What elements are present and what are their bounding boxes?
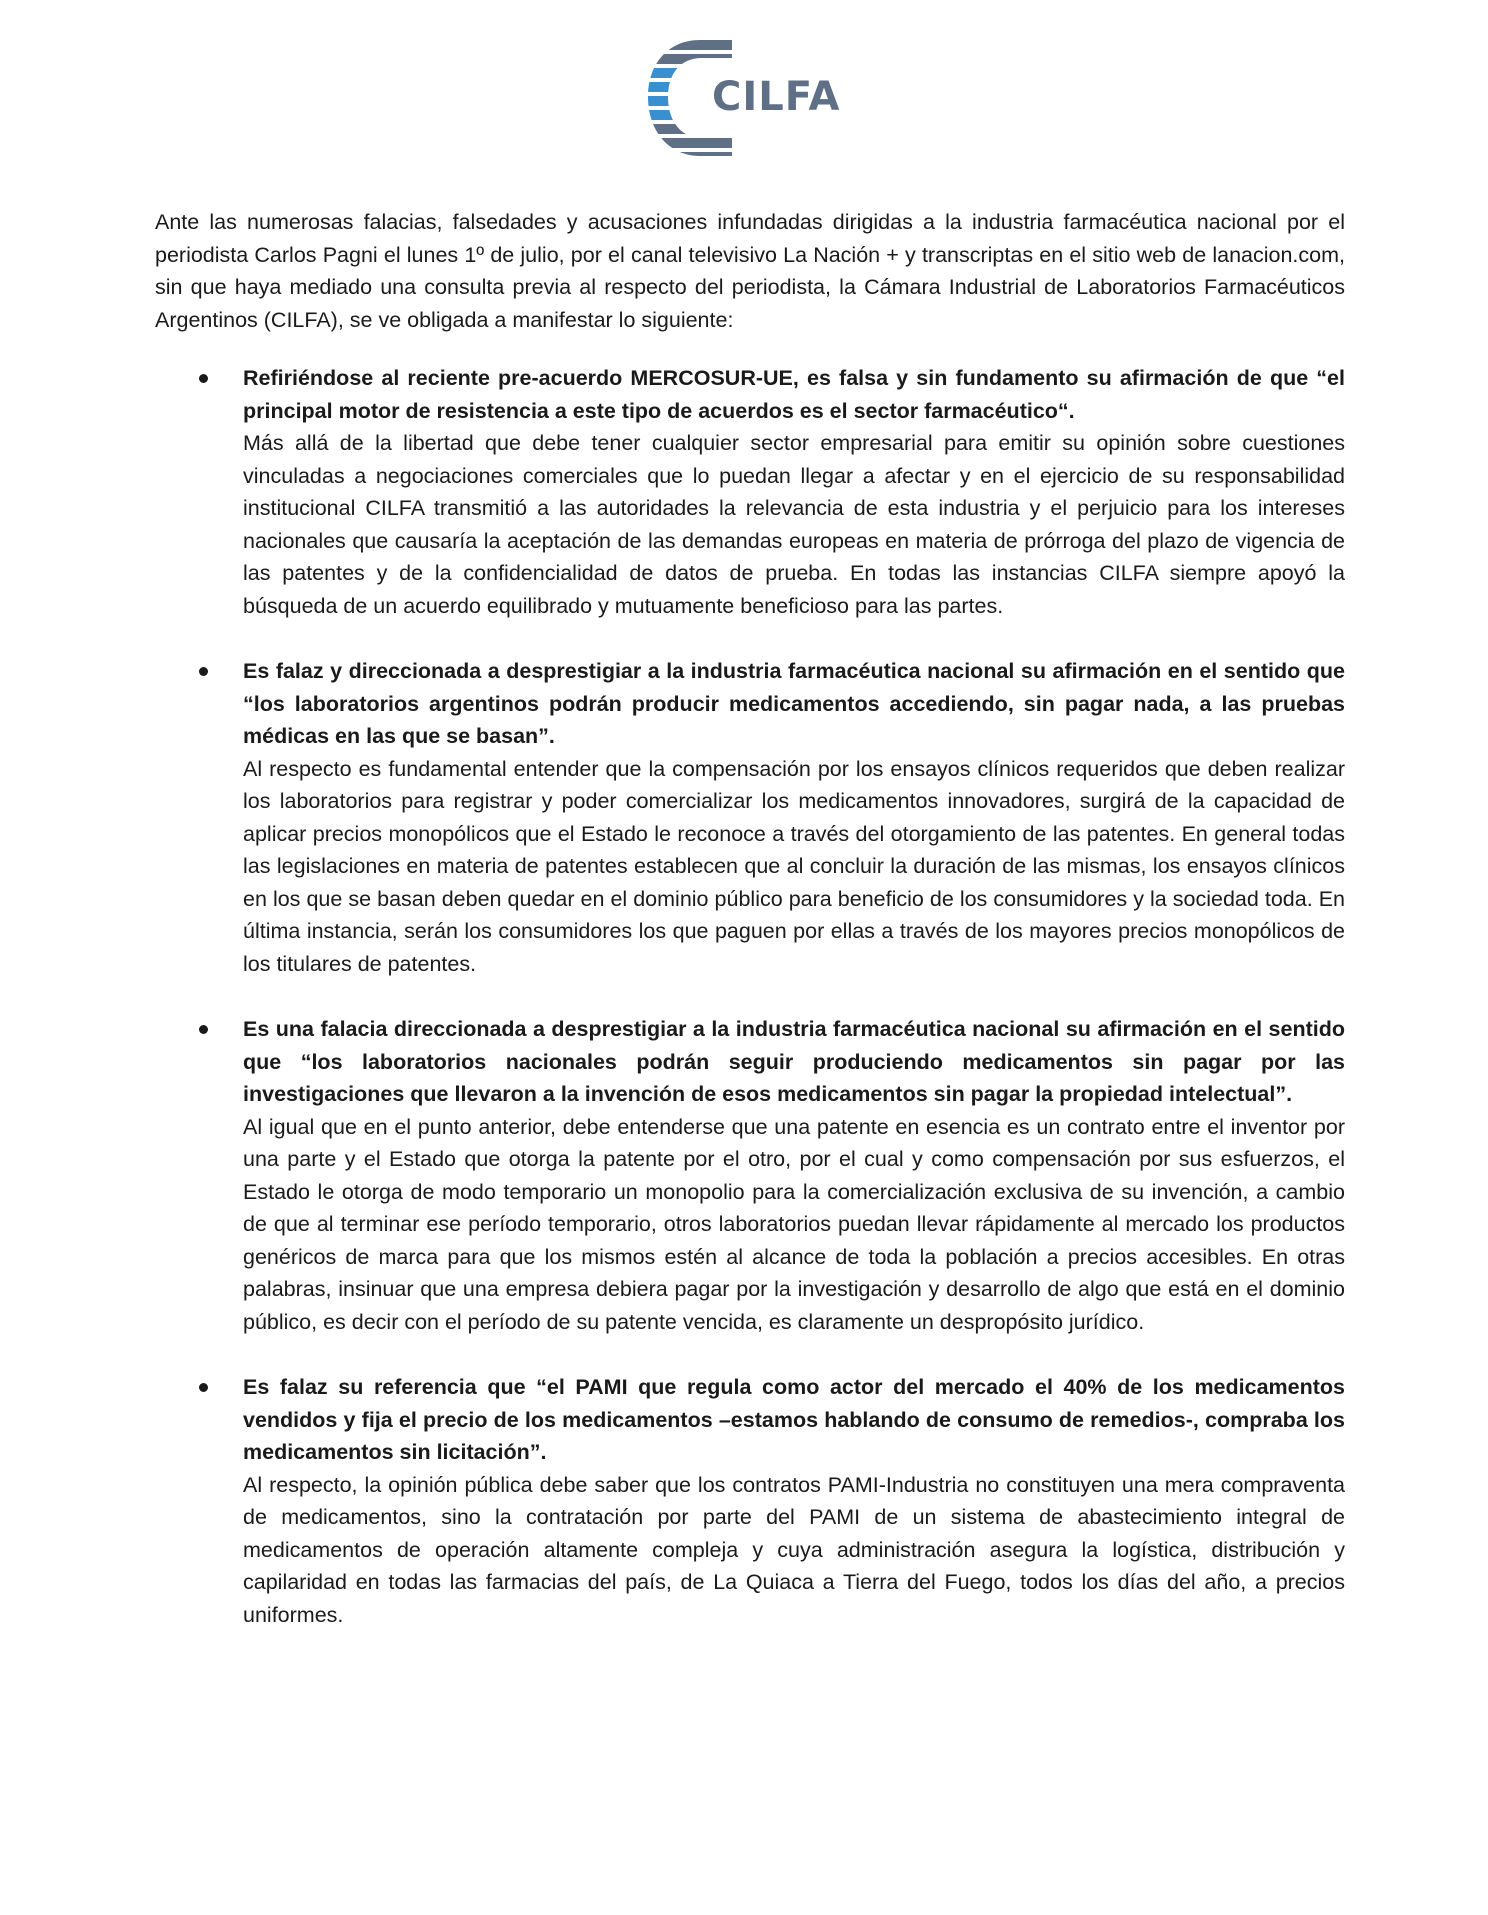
point-heading: Es falaz y direccionada a desprestigiar a la industria farmacéutica nacional su afirmación en el sentido que “los laboratorios argentinos podrán producir medicamentos accediendo, sin pagar nada, a las pruebas médicas en las que se basan”.	[243, 659, 1345, 748]
point-body: Al respecto, la opinión pública debe saber que los contratos PAMI-Industria no constituyen una mera compraventa de medicamentos, sino la contratación por parte del PAMI de un sistema de abastecimiento integral de medicamentos de operación altamente compleja y cuya administración asegura la logística, distribución y capilaridad en todas las farmacias del país, de La Quiaca a Tierra del Fuego, todos los días del año, a precios uniformes.	[243, 1472, 1345, 1627]
bullet-icon	[199, 1383, 208, 1392]
point-body: Más allá de la libertad que debe tener cualquier sector empresarial para emitir su opinión sobre cuestiones vinculadas a negociaciones comerciales que lo puedan llegar a afectar y en el ejercicio de su responsabilidad institucional CILFA transmitió a las autoridades la relevancia de esta industria y el perjuicio para los intereses nacionales que causaría la aceptación de las demandas europeas en materia de prórroga del plazo de vigencia de las patentes y de la confidencialidad de datos de prueba. En todas las instancias CILFA siempre apoyó la búsqueda de un acuerdo equilibrado y mutuamente beneficioso para las partes.	[243, 431, 1345, 618]
list-item	[155, 362, 1345, 622]
list-item	[155, 655, 1345, 980]
document-body	[155, 206, 1345, 1664]
intro-paragraph: Ante las numerosas falacias, falsedades y acusaciones infundadas dirigidas a la industria farmacéutica nacional por el periodista Carlos Pagni el lunes 1º de julio, por el canal televisivo La Nación + y transcriptas en el sitio web de lanacion.com, sin que haya mediado una consulta previa al respecto del periodista, la Cámara Industrial de Laboratorios Farmacéuticos Argentinos (CILFA), se ve obligada a manifestar lo siguiente:	[155, 210, 1345, 332]
list-item	[155, 1013, 1345, 1338]
bullet-icon	[199, 1025, 208, 1034]
point-body: Al igual que en el punto anterior, debe entenderse que una patente en esencia es un contrato entre el inventor por una parte y el Estado que otorga la patente por el otro, por el cual y como compensación por sus esfuerzos, el Estado le otorga de modo temporario un monopolio para la comercialización exclusiva de su invención, a cambio de que al terminar ese período temporario, otros laboratorios puedan llevar rápidamente al mercado los productos genéricos de marca para que los mismos estén al alcance de toda la población a precios accesibles. En otras palabras, insinuar que una empresa debiera pagar por la investigación y desarrollo de algo que está en el dominio público, es decir con el período de su patente vencida, es claramente un despropósito jurídico.	[243, 1114, 1345, 1334]
point-heading: Refiriéndose al reciente pre-acuerdo MERCOSUR-UE, es falsa y sin fundamento su afirmación de que “el principal motor de resistencia a este tipo de acuerdos es el sector farmacéutico“.	[243, 366, 1345, 423]
list-item	[155, 1371, 1345, 1631]
cilfa-logo	[640, 34, 860, 164]
point-heading: Es una falacia direccionada a desprestigiar a la industria farmacéutica nacional su afirmación en el sentido que “los laboratorios nacionales podrán seguir produciendo medicamentos sin pagar por las investigaciones que llevaron a la invención de esos medicamentos sin pagar la propiedad intelectual”.	[243, 1017, 1345, 1106]
points-list	[155, 362, 1345, 1631]
point-heading: Es falaz su referencia que “el PAMI que regula como actor del mercado el 40% de los medicamentos vendidos y fija el precio de los medicamentos –estamos hablando de consumo de remedios-, compraba los medicamentos sin licitación”.	[243, 1375, 1345, 1464]
bullet-icon	[199, 667, 208, 676]
cilfa-logo-text: CILFA	[712, 74, 841, 120]
bullet-icon	[199, 374, 208, 383]
point-body: Al respecto es fundamental entender que la compensación por los ensayos clínicos requeridos que deben realizar los laboratorios para registrar y poder comercializar los medicamentos innovadores, surgirá de la capacidad de aplicar precios monopólicos que el Estado le reconoce a través del otorgamiento de las patentes. En general todas las legislaciones en materia de patentes establecen que al concluir la duración de las mismas, los ensayos clínicos en los que se basan deben quedar en el dominio público para beneficio de los consumidores y la sociedad toda. En última instancia, serán los consumidores los que paguen por ellas a través de los mayores precios monopólicos de los titulares de patentes.	[243, 756, 1345, 976]
